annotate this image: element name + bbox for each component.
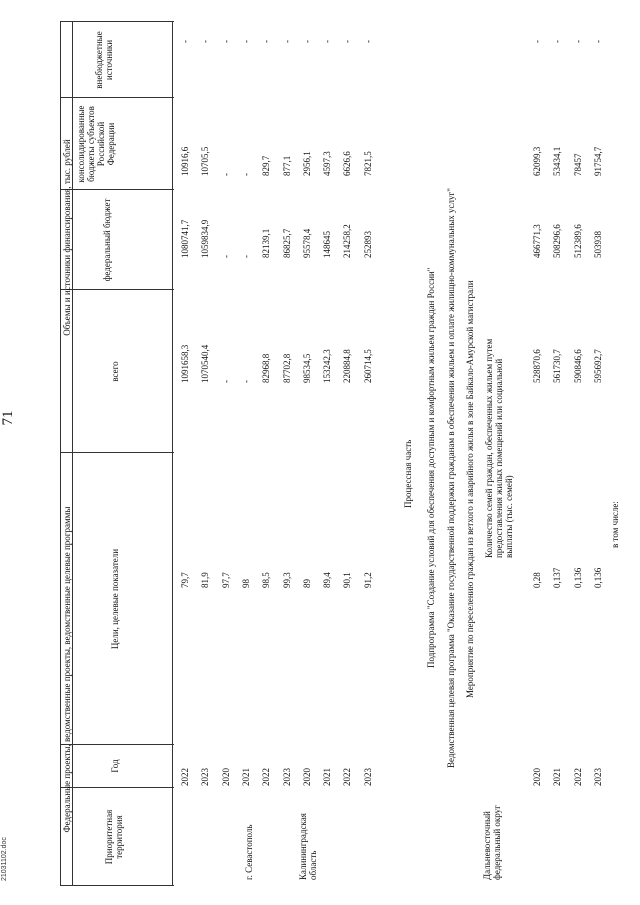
col-line (60, 452, 174, 453)
in-total-label: в том числе: (610, 501, 620, 548)
section-subprogram: Подпрограмма "Создание условий для обеспечения доступным и комфортным жильем граждан России" (426, 267, 436, 668)
header-territory: Приоритетная территория (104, 809, 125, 865)
cell-consolidated: - (220, 173, 231, 176)
cell-federal: 252893 (362, 231, 373, 258)
cell-consolidated: 6626,6 (342, 151, 353, 176)
cell-year: 2023 (592, 768, 603, 786)
col-line (60, 787, 174, 788)
cell-consolidated: - (240, 173, 251, 176)
cell-extra: - (342, 40, 353, 43)
cell-extra: - (532, 40, 542, 43)
header-extrabudget: внебюджетные источники (94, 31, 115, 89)
cell-consolidated: 4597,3 (322, 151, 333, 176)
cell-total: 595692,7 (592, 349, 603, 383)
section-process: Процессная часть (403, 439, 413, 508)
cell-total: 153242,3 (322, 349, 333, 383)
cell-extra: - (552, 40, 563, 43)
cell-consolidated: 829,7 (261, 155, 272, 176)
cell-federal: 82139,1 (261, 228, 272, 258)
cell-federal: 503938 (592, 231, 603, 258)
cell-consolidated: 10705,5 (200, 146, 211, 176)
cell-total: 220884,8 (342, 349, 353, 383)
cell-federal: 214258,2 (342, 224, 353, 258)
row-line (72, 22, 73, 886)
section-vcp: Ведомственная целевая программа "Оказание государственной поддержки гражданам в обеспечении жильем и оплате жилищно-коммунальных услуг" (446, 188, 456, 768)
cell-federal: 512389,6 (572, 224, 583, 258)
cell-year: 2022 (180, 768, 190, 786)
cell-federal: 1080741,7 (180, 219, 190, 258)
cell-year: 2021 (240, 768, 251, 786)
cell-year: 2021 (322, 768, 333, 786)
cell-extra: - (200, 40, 211, 43)
col-line (60, 97, 174, 98)
territory-sevastopol: г. Севастополь (244, 824, 254, 880)
cell-total: 82968,8 (261, 353, 272, 383)
row-line (60, 22, 61, 886)
cell-extra: - (240, 40, 251, 43)
cell-extra: - (592, 40, 603, 43)
cell-year: 2020 (220, 768, 231, 786)
cell-consolidated: 2956,1 (301, 151, 312, 176)
cell-year: 2022 (261, 768, 272, 786)
cell-year: 2022 (342, 768, 353, 786)
cell-goal: 79,7 (180, 572, 190, 588)
col-line (60, 189, 174, 190)
cell-goal: 97,7 (220, 572, 231, 588)
col-line (60, 744, 174, 745)
col-line (60, 289, 174, 290)
cell-extra: - (261, 40, 272, 43)
rotated-table-sheet (58, 18, 628, 888)
cell-goal: 0,136 (572, 567, 583, 588)
cell-extra: - (220, 40, 231, 43)
cell-federal: 466771,3 (532, 224, 542, 258)
cell-total: 87702,8 (281, 353, 292, 383)
header-goals: Цели, целевые показатели (110, 548, 120, 650)
cell-year: 2022 (572, 768, 583, 786)
cell-total: - (240, 380, 251, 383)
header-year: Год (110, 759, 120, 773)
cell-consolidated: 78457 (572, 153, 583, 176)
cell-total: 1070540,4 (200, 344, 211, 383)
header-total: всего (110, 361, 120, 382)
cell-total: 98534,5 (301, 353, 312, 383)
cell-year: 2020 (301, 768, 312, 786)
cell-extra: - (281, 40, 292, 43)
cell-goal: 99,3 (281, 572, 292, 588)
cell-federal: 95578,4 (301, 228, 312, 258)
cell-consolidated: 62099,3 (532, 146, 542, 176)
row-line (172, 22, 173, 886)
cell-goal: 0,136 (592, 567, 603, 588)
footer-filename: 21031102.doc (1, 837, 8, 881)
indicator-text: Количество семей граждан, обеспеченных жильем путем предоставления жилых помещений или социальной выплаты (тыс. семей) (484, 338, 515, 558)
cell-consolidated: 7821,5 (362, 151, 373, 176)
cell-extra: - (180, 40, 190, 43)
cell-federal: 148645 (322, 231, 333, 258)
cell-total: 1091658,3 (180, 344, 190, 383)
col-line (60, 21, 174, 22)
cell-federal: 1059834,9 (200, 219, 211, 258)
cell-year: 2021 (552, 768, 563, 786)
cell-total: - (220, 380, 231, 383)
cell-federal: 508296,6 (552, 224, 563, 258)
cell-consolidated: 91754,7 (592, 146, 603, 176)
cell-year: 2023 (200, 768, 211, 786)
section-event: Мероприятие по переселению граждан из ветхого и аварийного жилья в зоне Байкало-Амурской магистрали (465, 280, 475, 698)
cell-consolidated: 53434,1 (552, 146, 563, 176)
territory-kaliningrad: Калининградская область (298, 813, 319, 880)
cell-extra: - (362, 40, 373, 43)
cell-total: 590846,6 (572, 349, 583, 383)
col-line (60, 885, 174, 886)
cell-goal: 0,137 (552, 567, 563, 588)
cell-total: 260714,5 (362, 349, 373, 383)
cell-goal: 89,4 (322, 572, 333, 588)
cell-goal: 0,28 (532, 572, 542, 588)
cell-federal: - (240, 255, 251, 258)
header-consolidated: консолидированные бюджеты субъектов Российской Федерации (76, 105, 117, 183)
cell-extra: - (322, 40, 333, 43)
header-federal: федеральный бюджет (102, 198, 112, 282)
cell-year: 2023 (281, 768, 292, 786)
territory-fareast: Дальневосточный федеральный округ (482, 805, 503, 880)
cell-goal: 81,9 (200, 572, 211, 588)
cell-goal: 98,5 (261, 572, 272, 588)
cell-goal: 90,1 (342, 572, 353, 588)
header-group-projects: Федеральные проекты, ведомственные проекты, ведомственные целевые программы (62, 506, 72, 833)
cell-federal: 86825,7 (281, 228, 292, 258)
cell-goal: 98 (240, 579, 251, 588)
cell-goal: 91,2 (362, 572, 373, 588)
cell-consolidated: 10916,6 (180, 146, 190, 176)
cell-extra: - (572, 40, 583, 43)
cell-total: 561730,7 (552, 349, 563, 383)
cell-year: 2023 (362, 768, 373, 786)
cell-federal: - (220, 255, 231, 258)
cell-extra: - (301, 40, 312, 43)
page-number: 71 (0, 410, 16, 426)
header-group-funding: Объемы и источники финансирования, тыс. рублей (62, 139, 72, 336)
cell-total: 528870,6 (532, 349, 542, 383)
cell-goal: 89 (301, 579, 312, 588)
cell-consolidated: 877,1 (281, 155, 292, 176)
cell-year: 2020 (532, 768, 542, 786)
